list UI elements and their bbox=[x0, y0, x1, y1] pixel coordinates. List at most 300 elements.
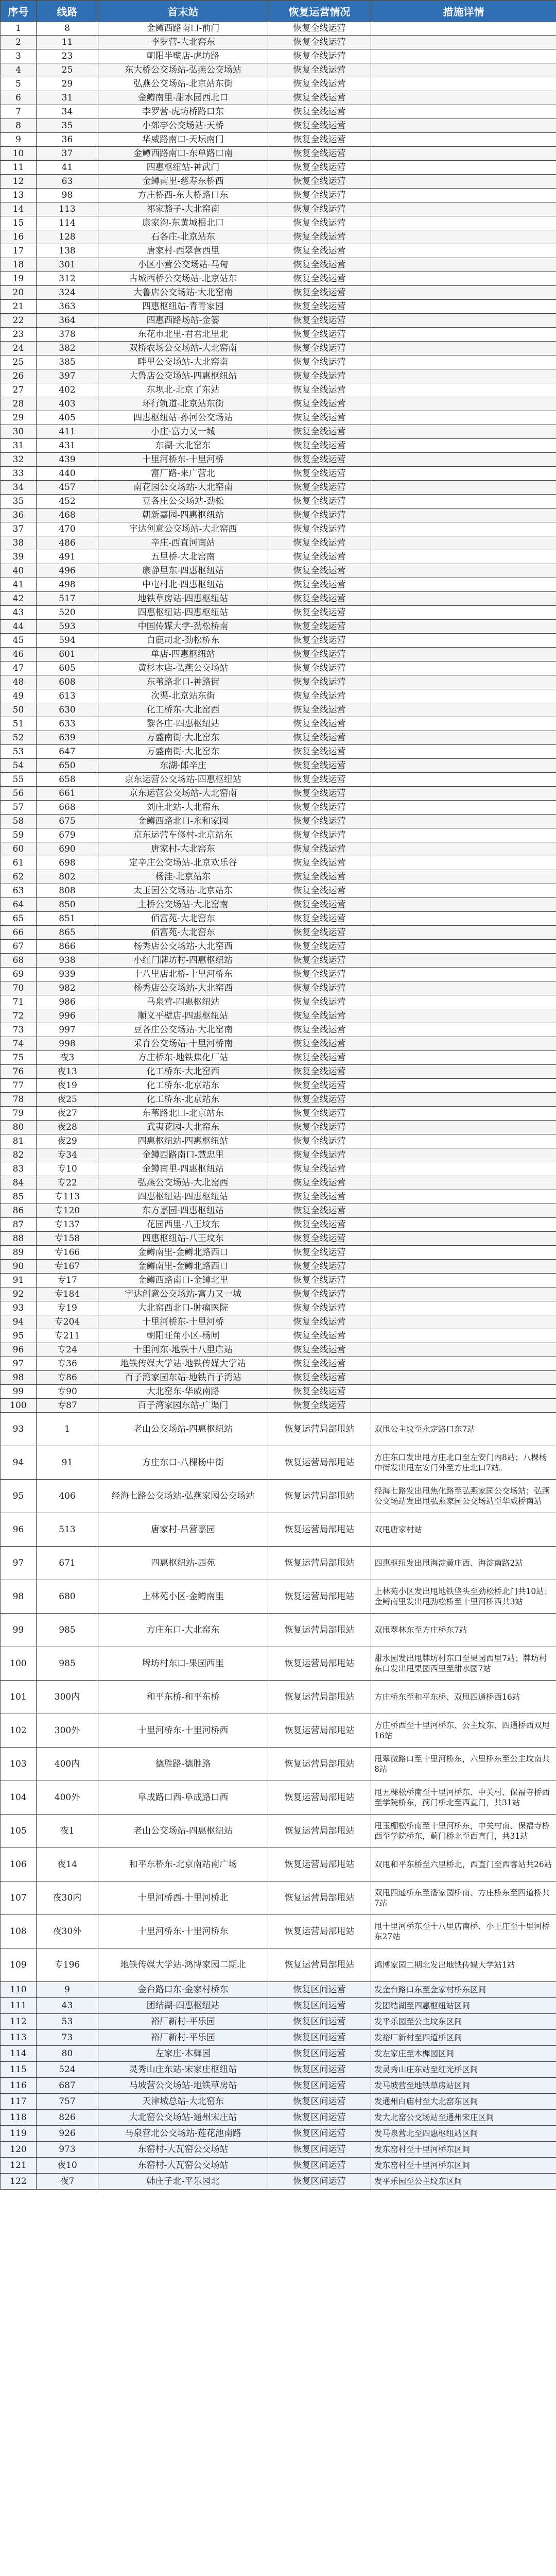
table-row bbox=[1, 411, 556, 425]
cell-status: 恢复全线运营 bbox=[268, 1246, 371, 1260]
cell-route: 夜1 bbox=[37, 1815, 98, 1848]
cell-details bbox=[371, 342, 556, 355]
cell-terminals: 富厂路-来广营北 bbox=[98, 467, 268, 481]
cell-details bbox=[371, 258, 556, 272]
cell-route: 593 bbox=[37, 620, 98, 634]
cell-route: 594 bbox=[37, 634, 98, 648]
table-row bbox=[1, 606, 556, 620]
cell-details bbox=[371, 1287, 556, 1301]
cell-terminals: 四惠枢纽站-西苑 bbox=[98, 1547, 268, 1580]
table-row bbox=[1, 1162, 556, 1176]
table-row bbox=[1, 202, 556, 216]
cell-terminals: 四惠枢纽站-八王坟东 bbox=[98, 1232, 268, 1246]
cell-status: 恢复全线运营 bbox=[268, 842, 371, 856]
cell-route: 300外 bbox=[37, 1714, 98, 1748]
table-row bbox=[1, 355, 556, 369]
cell-details: 发东窑村至十里河桥东区间 bbox=[371, 2158, 556, 2174]
cell-terminals: 朝阳半壁店-虎坊路 bbox=[98, 49, 268, 63]
cell-status: 恢复运营局部甩站 bbox=[268, 1882, 371, 1915]
cell-index: 70 bbox=[1, 981, 37, 995]
cell-status: 恢复运营局部甩站 bbox=[268, 1513, 371, 1547]
cell-details: 发平乐园至公主坟东区间 bbox=[371, 2174, 556, 2190]
cell-details bbox=[371, 147, 556, 161]
table-row bbox=[1, 2110, 556, 2126]
cell-status: 恢复全线运营 bbox=[268, 467, 371, 481]
cell-index: 75 bbox=[1, 1051, 37, 1065]
cell-terminals: 东湖-郎辛庄 bbox=[98, 759, 268, 773]
table-row bbox=[1, 2030, 556, 2046]
cell-status: 恢复全线运营 bbox=[268, 369, 371, 383]
cell-route: 470 bbox=[37, 522, 98, 536]
cell-index: 18 bbox=[1, 258, 37, 272]
cell-route: 63 bbox=[37, 175, 98, 189]
cell-status: 恢复全线运营 bbox=[268, 495, 371, 509]
table-row bbox=[1, 22, 556, 36]
cell-status: 恢复运营局部甩站 bbox=[268, 1446, 371, 1480]
cell-index: 78 bbox=[1, 1093, 37, 1107]
cell-index: 76 bbox=[1, 1065, 37, 1079]
cell-details bbox=[371, 481, 556, 495]
cell-index: 42 bbox=[1, 592, 37, 606]
cell-index: 7 bbox=[1, 105, 37, 119]
cell-index: 102 bbox=[1, 1714, 37, 1748]
cell-route: 专17 bbox=[37, 1274, 98, 1287]
table-row bbox=[1, 216, 556, 230]
cell-details bbox=[371, 1023, 556, 1037]
cell-route: 403 bbox=[37, 397, 98, 411]
cell-terminals: 次渠-北京站东街 bbox=[98, 689, 268, 703]
cell-status: 恢复全线运营 bbox=[268, 216, 371, 230]
cell-details bbox=[371, 77, 556, 91]
cell-route: 690 bbox=[37, 842, 98, 856]
cell-details bbox=[371, 1009, 556, 1023]
cell-status: 恢复全线运营 bbox=[268, 161, 371, 175]
header-terminals: 首末站 bbox=[98, 1, 268, 22]
cell-index: 33 bbox=[1, 467, 37, 481]
cell-index: 15 bbox=[1, 216, 37, 230]
cell-terminals: 左家庄-木樨园 bbox=[98, 2046, 268, 2062]
cell-route: 520 bbox=[37, 606, 98, 620]
cell-route: 专167 bbox=[37, 1260, 98, 1274]
cell-status: 恢复全线运营 bbox=[268, 355, 371, 369]
cell-details bbox=[371, 1329, 556, 1343]
cell-details bbox=[371, 1190, 556, 1204]
cell-details: 发灵秀山庄东站至红光桥区间 bbox=[371, 2062, 556, 2078]
cell-details: 鸿博家园二期北发出地铁传媒大学站1站 bbox=[371, 1948, 556, 1982]
cell-index: 3 bbox=[1, 49, 37, 63]
table-row bbox=[1, 91, 556, 105]
cell-route: 夜25 bbox=[37, 1093, 98, 1107]
cell-terminals: 牌坊村东口-果园西里 bbox=[98, 1647, 268, 1681]
cell-status: 恢复全线运营 bbox=[268, 926, 371, 940]
cell-status: 恢复运营局部甩站 bbox=[268, 1614, 371, 1647]
cell-index: 38 bbox=[1, 536, 37, 550]
cell-details: 甩十里河桥东至十八里店南桥、小王庄至十里河桥东27站 bbox=[371, 1915, 556, 1948]
table-row bbox=[1, 2094, 556, 2110]
cell-details bbox=[371, 912, 556, 926]
cell-terminals: 十八里店北桥-十里河桥东 bbox=[98, 968, 268, 981]
cell-status: 恢复全线运营 bbox=[268, 1009, 371, 1023]
cell-route: 996 bbox=[37, 1009, 98, 1023]
cell-route: 324 bbox=[37, 286, 98, 300]
cell-index: 20 bbox=[1, 286, 37, 300]
cell-route: 498 bbox=[37, 578, 98, 592]
cell-terminals: 顺义平壁店-四惠枢纽站 bbox=[98, 1009, 268, 1023]
table-row bbox=[1, 1204, 556, 1218]
cell-terminals: 金鳟南里-金鳟北路西口 bbox=[98, 1246, 268, 1260]
table-row bbox=[1, 1176, 556, 1190]
cell-status: 恢复全线运营 bbox=[268, 592, 371, 606]
cell-terminals: 团结湖-四惠枢纽站 bbox=[98, 1998, 268, 2014]
cell-terminals: 定辛庄公交场站-北京欢乐谷 bbox=[98, 856, 268, 870]
header-row bbox=[1, 1, 556, 22]
cell-terminals: 化工桥东-大北窑西 bbox=[98, 703, 268, 717]
cell-details bbox=[371, 439, 556, 453]
cell-route: 专184 bbox=[37, 1287, 98, 1301]
cell-details bbox=[371, 49, 556, 63]
cell-terminals: 东方嘉园-四惠枢纽站 bbox=[98, 1204, 268, 1218]
cell-terminals: 唐家村-大北窑东 bbox=[98, 842, 268, 856]
cell-route: 491 bbox=[37, 550, 98, 564]
cell-index: 36 bbox=[1, 509, 37, 522]
cell-details bbox=[371, 842, 556, 856]
cell-status: 恢复全线运营 bbox=[268, 856, 371, 870]
cell-details bbox=[371, 745, 556, 759]
table-row bbox=[1, 1371, 556, 1385]
cell-index: 37 bbox=[1, 522, 37, 536]
table-row bbox=[1, 342, 556, 355]
cell-route: 29 bbox=[37, 77, 98, 91]
cell-index: 85 bbox=[1, 1190, 37, 1204]
cell-terminals: 东大桥公交场站-弘燕公交场站 bbox=[98, 63, 268, 77]
cell-status: 恢复运营局部甩站 bbox=[268, 1915, 371, 1948]
cell-status: 恢复全线运营 bbox=[268, 815, 371, 828]
table-row bbox=[1, 1079, 556, 1093]
cell-details: 发平乐园至公主坟东区间 bbox=[371, 2014, 556, 2030]
table-row bbox=[1, 328, 556, 342]
cell-route: 专86 bbox=[37, 1371, 98, 1385]
cell-status: 恢复全线运营 bbox=[268, 509, 371, 522]
table-row bbox=[1, 77, 556, 91]
cell-status: 恢复全线运营 bbox=[268, 1162, 371, 1176]
cell-details: 甩五棵松桥南至十里河桥东、中关村、保福寺桥西至学院桥东，蓟门桥北至西直门，共31站 bbox=[371, 1781, 556, 1815]
table-row bbox=[1, 161, 556, 175]
cell-status: 恢复全线运营 bbox=[268, 1204, 371, 1218]
cell-terminals: 畔里公交场站-大北窑南 bbox=[98, 355, 268, 369]
table-row bbox=[1, 1647, 556, 1681]
cell-details bbox=[371, 63, 556, 77]
cell-route: 专36 bbox=[37, 1357, 98, 1371]
cell-details: 上林苑小区发出甩地铁垡头至劲松桥北门共10站；金鳟南里发出甩劲松桥至十里河桥西共3站 bbox=[371, 1580, 556, 1614]
table-row bbox=[1, 592, 556, 606]
cell-details bbox=[371, 620, 556, 634]
cell-index: 97 bbox=[1, 1357, 37, 1371]
table-row bbox=[1, 926, 556, 940]
cell-route: 43 bbox=[37, 1998, 98, 2014]
cell-details bbox=[371, 606, 556, 620]
cell-route: 专196 bbox=[37, 1948, 98, 1982]
table-row bbox=[1, 1260, 556, 1274]
cell-index: 118 bbox=[1, 2110, 37, 2126]
cell-route: 400外 bbox=[37, 1781, 98, 1815]
cell-status: 恢复全线运营 bbox=[268, 1176, 371, 1190]
cell-details bbox=[371, 244, 556, 258]
cell-route: 397 bbox=[37, 369, 98, 383]
cell-terminals: 德胜路-德胜路 bbox=[98, 1748, 268, 1781]
cell-terminals: 百子湾家园东站-地铁百子湾站 bbox=[98, 1371, 268, 1385]
table-header bbox=[1, 1, 556, 22]
cell-details bbox=[371, 328, 556, 342]
cell-status: 恢复全线运营 bbox=[268, 620, 371, 634]
cell-terminals: 京东运营公交场站-大北窑南 bbox=[98, 787, 268, 801]
table-row bbox=[1, 1134, 556, 1148]
cell-status: 恢复全线运营 bbox=[268, 202, 371, 216]
cell-terminals: 华威路南口-天坛南门 bbox=[98, 133, 268, 147]
cell-route: 夜29 bbox=[37, 1134, 98, 1148]
table-row bbox=[1, 1357, 556, 1371]
cell-details bbox=[371, 355, 556, 369]
cell-terminals: 方庄桥东-地铁焦化厂站 bbox=[98, 1051, 268, 1065]
table-row bbox=[1, 244, 556, 258]
cell-terminals: 宇达创意公交场站-富力又一城 bbox=[98, 1287, 268, 1301]
cell-details bbox=[371, 1399, 556, 1413]
table-row bbox=[1, 1065, 556, 1079]
table-row bbox=[1, 1274, 556, 1287]
cell-status: 恢复全线运营 bbox=[268, 717, 371, 731]
cell-route: 411 bbox=[37, 425, 98, 439]
cell-details bbox=[371, 1218, 556, 1232]
table-row bbox=[1, 105, 556, 119]
cell-details bbox=[371, 230, 556, 244]
cell-index: 61 bbox=[1, 856, 37, 870]
cell-index: 108 bbox=[1, 1915, 37, 1948]
cell-index: 68 bbox=[1, 954, 37, 968]
cell-index: 93 bbox=[1, 1301, 37, 1315]
cell-status: 恢复全线运营 bbox=[268, 1315, 371, 1329]
cell-index: 5 bbox=[1, 77, 37, 91]
table-row bbox=[1, 689, 556, 703]
cell-index: 35 bbox=[1, 495, 37, 509]
table-row bbox=[1, 1246, 556, 1260]
cell-index: 105 bbox=[1, 1815, 37, 1848]
cell-details: 方庄桥东至和平东桥、双甩四通桥西16站 bbox=[371, 1681, 556, 1714]
cell-status: 恢复全线运营 bbox=[268, 578, 371, 592]
cell-status: 恢复全线运营 bbox=[268, 1051, 371, 1065]
table-row bbox=[1, 1343, 556, 1357]
cell-route: 457 bbox=[37, 481, 98, 495]
table-row bbox=[1, 1882, 556, 1915]
table-row bbox=[1, 1218, 556, 1232]
cell-status: 恢复全线运营 bbox=[268, 1134, 371, 1148]
cell-route: 专120 bbox=[37, 1204, 98, 1218]
cell-details bbox=[371, 898, 556, 912]
table-row bbox=[1, 995, 556, 1009]
cell-terminals: 石各庄-北京站东 bbox=[98, 230, 268, 244]
cell-route: 671 bbox=[37, 1547, 98, 1580]
cell-index: 16 bbox=[1, 230, 37, 244]
cell-details bbox=[371, 1260, 556, 1274]
table-row bbox=[1, 787, 556, 801]
cell-index: 6 bbox=[1, 91, 37, 105]
cell-index: 71 bbox=[1, 995, 37, 1009]
cell-route: 998 bbox=[37, 1037, 98, 1051]
cell-status: 恢复全线运营 bbox=[268, 550, 371, 564]
cell-status: 恢复运营局部甩站 bbox=[268, 1681, 371, 1714]
cell-status: 恢复全线运营 bbox=[268, 258, 371, 272]
table-row bbox=[1, 1329, 556, 1343]
cell-route: 985 bbox=[37, 1614, 98, 1647]
cell-details: 双甩翠林东至方庄桥东7站 bbox=[371, 1614, 556, 1647]
cell-route: 679 bbox=[37, 828, 98, 842]
cell-route: 23 bbox=[37, 49, 98, 63]
cell-terminals: 地铁草房站-四惠枢纽站 bbox=[98, 592, 268, 606]
cell-terminals: 杨秀店公交场站-大北窑西 bbox=[98, 940, 268, 954]
cell-details bbox=[371, 1176, 556, 1190]
cell-terminals: 刘庄北站-大北窑东 bbox=[98, 801, 268, 815]
cell-terminals: 万盛南街-大北窑东 bbox=[98, 731, 268, 745]
cell-terminals: 大北窑公交场站-通州宋庄站 bbox=[98, 2110, 268, 2126]
cell-index: 29 bbox=[1, 411, 37, 425]
cell-terminals: 单店-四惠枢纽站 bbox=[98, 648, 268, 662]
cell-route: 夜10 bbox=[37, 2158, 98, 2174]
cell-status: 恢复全线运营 bbox=[268, 105, 371, 119]
cell-details bbox=[371, 1371, 556, 1385]
cell-route: 997 bbox=[37, 1023, 98, 1037]
table-row bbox=[1, 1547, 556, 1580]
table-row bbox=[1, 369, 556, 383]
cell-route: 851 bbox=[37, 912, 98, 926]
cell-index: 53 bbox=[1, 745, 37, 759]
cell-route: 382 bbox=[37, 342, 98, 355]
table-row bbox=[1, 2046, 556, 2062]
cell-index: 96 bbox=[1, 1343, 37, 1357]
cell-status: 恢复全线运营 bbox=[268, 1343, 371, 1357]
table-row bbox=[1, 49, 556, 63]
cell-index: 51 bbox=[1, 717, 37, 731]
cell-index: 25 bbox=[1, 355, 37, 369]
cell-route: 专34 bbox=[37, 1148, 98, 1162]
cell-route: 605 bbox=[37, 662, 98, 675]
cell-index: 26 bbox=[1, 369, 37, 383]
cell-status: 恢复全线运营 bbox=[268, 606, 371, 620]
cell-index: 87 bbox=[1, 1218, 37, 1232]
cell-route: 专24 bbox=[37, 1343, 98, 1357]
cell-details bbox=[371, 216, 556, 230]
cell-route: 926 bbox=[37, 2126, 98, 2142]
cell-status: 恢复全线运营 bbox=[268, 1218, 371, 1232]
cell-route: 夜28 bbox=[37, 1121, 98, 1134]
table-row bbox=[1, 828, 556, 842]
cell-route: 647 bbox=[37, 745, 98, 759]
table-row bbox=[1, 1998, 556, 2014]
cell-route: 11 bbox=[37, 36, 98, 49]
table-row bbox=[1, 1232, 556, 1246]
cell-terminals: 四惠枢纽站-青青家园 bbox=[98, 300, 268, 314]
cell-status: 恢复运营局部甩站 bbox=[268, 1413, 371, 1446]
cell-status: 恢复全线运营 bbox=[268, 1093, 371, 1107]
cell-index: 100 bbox=[1, 1647, 37, 1681]
cell-route: 夜30内 bbox=[37, 1882, 98, 1915]
cell-index: 13 bbox=[1, 189, 37, 202]
cell-terminals: 中国传媒大学-劲松桥南 bbox=[98, 620, 268, 634]
cell-terminals: 化工桥东-北京站东 bbox=[98, 1093, 268, 1107]
cell-status: 恢复全线运营 bbox=[268, 828, 371, 842]
table-row bbox=[1, 1848, 556, 1882]
cell-terminals: 经海七路公交场站-弘燕家园公交场站 bbox=[98, 1480, 268, 1513]
table-row bbox=[1, 439, 556, 453]
table-row bbox=[1, 745, 556, 759]
cell-index: 77 bbox=[1, 1079, 37, 1093]
table-row bbox=[1, 968, 556, 981]
cell-route: 802 bbox=[37, 870, 98, 884]
cell-details bbox=[371, 578, 556, 592]
cell-index: 2 bbox=[1, 36, 37, 49]
cell-status: 恢复区间运营 bbox=[268, 2062, 371, 2078]
cell-details bbox=[371, 411, 556, 425]
cell-terminals: 武夷花园-大北窑东 bbox=[98, 1121, 268, 1134]
cell-status: 恢复全线运营 bbox=[268, 870, 371, 884]
cell-route: 301 bbox=[37, 258, 98, 272]
cell-status: 恢复全线运营 bbox=[268, 286, 371, 300]
cell-status: 恢复全线运营 bbox=[268, 1190, 371, 1204]
cell-status: 恢复全线运营 bbox=[268, 1371, 371, 1385]
cell-status: 恢复区间运营 bbox=[268, 2014, 371, 2030]
cell-status: 恢复运营局部甩站 bbox=[268, 1815, 371, 1848]
cell-index: 113 bbox=[1, 2030, 37, 2046]
cell-index: 114 bbox=[1, 2046, 37, 2062]
cell-index: 94 bbox=[1, 1446, 37, 1480]
cell-route: 385 bbox=[37, 355, 98, 369]
cell-terminals: 弘燕公交场站-大北窑西 bbox=[98, 1176, 268, 1190]
cell-status: 恢复全线运营 bbox=[268, 439, 371, 453]
table-row bbox=[1, 272, 556, 286]
table-row bbox=[1, 147, 556, 161]
cell-terminals: 十里河东-地铁十八里店站 bbox=[98, 1343, 268, 1357]
cell-status: 恢复运营局部甩站 bbox=[268, 1848, 371, 1882]
cell-status: 恢复全线运营 bbox=[268, 1329, 371, 1343]
cell-terminals: 宇达创意公交场站-大北窑西 bbox=[98, 522, 268, 536]
table-row bbox=[1, 1748, 556, 1781]
cell-details: 双甩唐家村站 bbox=[371, 1513, 556, 1547]
table-row bbox=[1, 578, 556, 592]
cell-status: 恢复全线运营 bbox=[268, 1301, 371, 1315]
cell-details: 甩玉棚松桥南至十里河桥东，中关村南、保福寺桥西至学院桥东，蓟门桥北至西直门，共31站 bbox=[371, 1815, 556, 1848]
table-row bbox=[1, 286, 556, 300]
cell-route: 400内 bbox=[37, 1748, 98, 1781]
cell-terminals: 杨秀店公交场站-大北窑西 bbox=[98, 981, 268, 995]
table-row bbox=[1, 1480, 556, 1513]
cell-status: 恢复全线运营 bbox=[268, 1023, 371, 1037]
cell-status: 恢复区间运营 bbox=[268, 2078, 371, 2094]
table-row bbox=[1, 1287, 556, 1301]
cell-details bbox=[371, 314, 556, 328]
cell-index: 60 bbox=[1, 842, 37, 856]
cell-terminals: 方庄东口-八棵杨中街 bbox=[98, 1446, 268, 1480]
cell-status: 恢复全线运营 bbox=[268, 1232, 371, 1246]
cell-terminals: 金鳟西路南口-慧忠里 bbox=[98, 1148, 268, 1162]
cell-terminals: 东窑村-大瓦窑公交场站 bbox=[98, 2158, 268, 2174]
cell-status: 恢复区间运营 bbox=[268, 2142, 371, 2158]
table-row bbox=[1, 1051, 556, 1065]
cell-status: 恢复全线运营 bbox=[268, 383, 371, 397]
cell-details bbox=[371, 828, 556, 842]
cell-status: 恢复运营局部甩站 bbox=[268, 1714, 371, 1748]
cell-route: 364 bbox=[37, 314, 98, 328]
cell-route: 25 bbox=[37, 63, 98, 77]
cell-terminals: 天津城总站-大北窑东 bbox=[98, 2094, 268, 2110]
cell-details bbox=[371, 787, 556, 801]
table-row bbox=[1, 467, 556, 481]
